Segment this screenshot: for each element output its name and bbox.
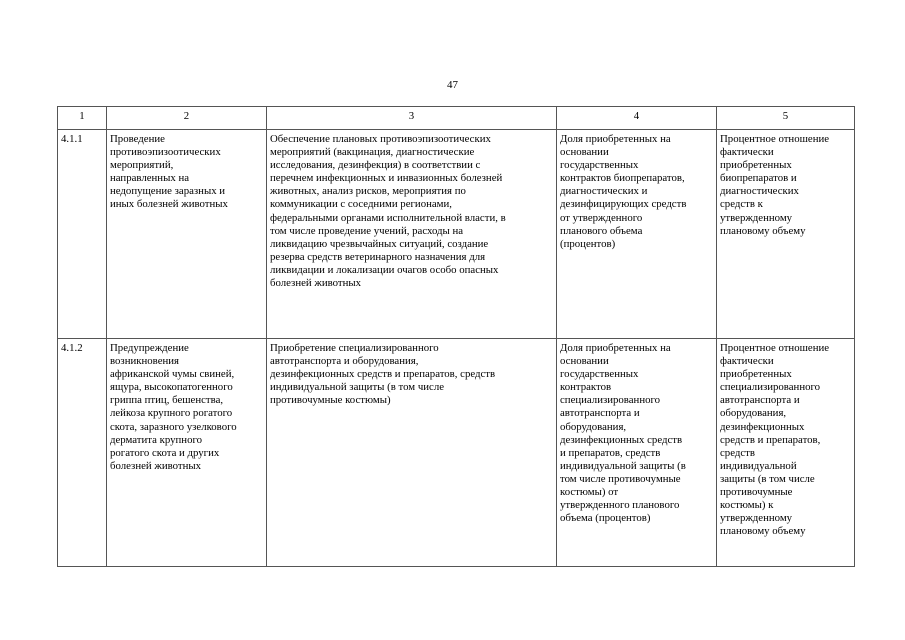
row-number-cell: 4.1.2 [58,339,107,567]
indicator-cell: Доля приобретенных на основании государственных контрактов биопрепаратов, диагностических и дезинфицирующих средств от утвержденного планового объема (процентов) [557,130,717,339]
table-row [58,130,855,339]
measure-description-cell: Приобретение специализированного автотранспорта и оборудования, дезинфекционных средств и препаратов, средств индивидуальной защиты (в том числе противочумные костюмы) [267,339,557,567]
column-header-2: 2 [107,107,267,130]
column-header-5: 5 [717,107,855,130]
column-header-1: 1 [58,107,107,130]
row-number-cell: 4.1.1 [58,130,107,339]
measure-description-cell: Обеспечение плановых противоэпизоотических мероприятий (вакцинация, диагностические исследования, дезинфекция) в соответствии с перечнем инфекционных и инвазионных болезней животных, анализ рисков, мероприятия по коммуникации с соседними регионами, федеральными органами исполнительной власти, в том числе проведение учений, расходы на ликвидацию чрезвычайных ситуаций, создание резерва средств ветеринарного назначения для ликвидации и локализации очагов особо опасных болезней животных [267,130,557,339]
column-header-3: 3 [267,107,557,130]
page-number: 47 [447,79,458,91]
measure-name-cell: Проведение противоэпизоотических мероприятий, направленных на недопущение заразных и иных болезней животных [107,130,267,339]
calculation-method-cell: Процентное отношение фактически приобретенных специализированного автотранспорта и оборудования, дезинфекционных средств и препаратов, средств индивидуальной защиты (в том числе противочумные костюмы) к утвержденному плановому объему [717,339,855,567]
measure-name-cell: Предупреждение возникновения африканской чумы свиней, ящура, высокопатогенного гриппа птиц, бешенства, лейкоза крупного рогатого скота, заразного узелкового дерматита крупного рогатого скота и других болезней животных [107,339,267,567]
table-row [58,339,855,567]
column-header-4: 4 [557,107,717,130]
measures-table [57,106,855,567]
table-header-row [58,107,855,130]
calculation-method-cell: Процентное отношение фактически приобретенных биопрепаратов и диагностических средств к утвержденному плановому объему [717,130,855,339]
indicator-cell: Доля приобретенных на основании государственных контрактов специализированного автотранспорта и оборудования, дезинфекционных средств и препаратов, средств индивидуальной защиты (в том числе противочумные костюмы) от утвержденного планового объема (процентов) [557,339,717,567]
